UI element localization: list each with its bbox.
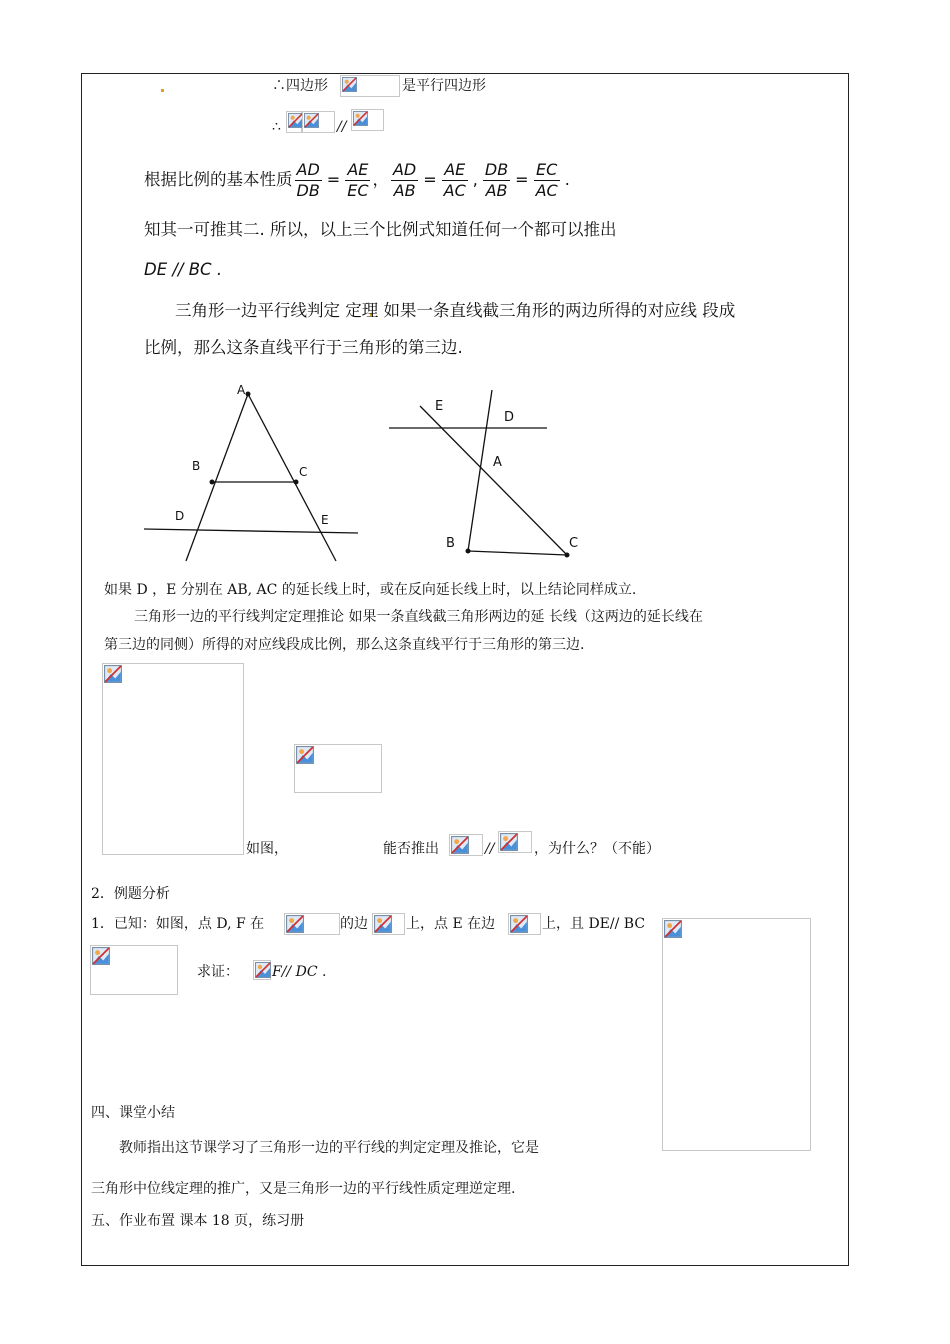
label-C: C [299, 465, 308, 479]
numerator: EC [534, 160, 560, 181]
numerator: AD [392, 159, 417, 179]
denominator: AB [485, 180, 508, 200]
image-placeholder [508, 913, 541, 935]
broken-image-icon [296, 746, 314, 764]
denominator: EC [347, 180, 369, 200]
mark-dot [161, 89, 164, 92]
parallel-symbol: // [485, 841, 495, 857]
broken-image-icon [342, 77, 357, 92]
example-given-b: 的边 [340, 916, 368, 932]
label-E: E [321, 513, 329, 527]
example-heading: 2．例题分析 [91, 886, 170, 902]
label-B: B [446, 536, 455, 551]
image-placeholder [284, 913, 340, 935]
label-A: A [237, 383, 246, 397]
example-given-a: 1．已知：如图，点 D, F 在 [91, 916, 265, 932]
homework-line: 五、作业布置 课本 18 页，练习册 [91, 1213, 305, 1229]
image-placeholder [302, 111, 335, 133]
text-span: ∴四边形 [272, 78, 328, 94]
equals: = [423, 170, 437, 189]
ratio-intro: 根据比例的基本性质 [144, 170, 293, 189]
summary-heading: 四、课堂小结 [91, 1105, 175, 1121]
fraction [483, 160, 510, 201]
image-placeholder [90, 945, 178, 995]
numerator: AD [295, 160, 322, 181]
fraction [391, 160, 418, 201]
denominator: AB [393, 180, 416, 200]
example-given-c: 上，点 E 在边 [406, 916, 496, 932]
broken-image-icon [510, 915, 528, 933]
conclusion-suffix: 是平行四边形 [402, 78, 486, 94]
summary-line-1: 教师指出这节课学习了三角形一边的平行线的判定定理及推论，它是 [119, 1140, 539, 1156]
image-placeholder [372, 913, 405, 935]
image-placeholder [340, 75, 400, 97]
broken-image-icon [286, 915, 304, 933]
broken-image-icon [255, 962, 271, 978]
corollary-line-2: 第三边的同侧）所得的对应线段成比例，那么这条直线平行于三角形的第三边. [104, 637, 585, 653]
therefore-symbol: ∴ [272, 119, 281, 135]
label-C: C [569, 536, 579, 551]
corollary-line-1: 三角形一边的平行线判定定理推论 如果一条直线截三角形两边的延 长线（这两边的延长线在 [134, 609, 703, 625]
broken-image-icon [353, 111, 368, 126]
separator: , [472, 170, 478, 189]
prove-label: 求证： [197, 964, 239, 980]
equals: = [515, 170, 529, 189]
broken-image-icon [92, 947, 110, 965]
broken-image-icon [664, 920, 682, 938]
label-B: B [192, 459, 201, 473]
image-placeholder [286, 111, 302, 133]
image-placeholder [253, 960, 271, 980]
denominator: AC [443, 180, 466, 200]
numerator: AE [345, 160, 370, 181]
image-placeholder [351, 109, 384, 131]
fraction [345, 160, 370, 201]
ratio-property-line [144, 158, 573, 202]
summary-line-2: 三角形中位线定理的推广，又是三角形一边的平行线性质定理逆定理. [91, 1181, 516, 1197]
broken-image-icon [374, 915, 392, 933]
numerator: DB [484, 159, 509, 179]
broken-image-icon [451, 836, 469, 854]
broken-image-icon [104, 665, 122, 683]
parallel-symbol: // [337, 119, 347, 135]
conclusion-line-1 [272, 77, 328, 95]
example-given-d: 上，且 DE// BC [542, 916, 646, 932]
triangle-figure-2 [385, 386, 590, 566]
question-ask: 能否推出 [383, 841, 439, 857]
label-E: E [435, 399, 444, 414]
image-placeholder [294, 744, 382, 793]
denominator: DB [296, 180, 320, 200]
label-D: D [175, 509, 185, 523]
theorem-line-2: 比例，那么这条直线平行于三角形的第三边. [144, 338, 463, 357]
broken-image-icon [304, 113, 319, 128]
image-placeholder [449, 834, 483, 856]
image-placeholder [662, 918, 811, 1151]
fraction [534, 160, 560, 201]
broken-image-icon [288, 113, 303, 128]
fraction [295, 160, 322, 201]
prove-statement: F// DC . [272, 964, 327, 980]
equals: = [326, 170, 341, 189]
extension-note: 如果 D ，E 分别在 AB, AC 的延长线上时，或在反向延长线上时，以上结论同样成立. [104, 582, 637, 598]
ratio-explanation: 知其一可推其二. 所以，以上三个比例式知道任何一个都可以推出 [144, 220, 617, 239]
comma: ， [372, 170, 389, 189]
numerator: AE [442, 160, 468, 181]
label-A: A [493, 455, 502, 470]
ratio-conclusion: DE // BC . [144, 260, 223, 279]
denominator: AC [535, 180, 558, 200]
image-placeholder [102, 663, 244, 855]
period: . [564, 170, 570, 189]
theorem-line-1: 三角形一边平行线判定 定理 如果一条直线截三角形的两边所得的对应线 段成 [175, 301, 736, 320]
question-label: 如图， [246, 841, 288, 857]
triangle-figure-1 [140, 378, 365, 568]
fraction [442, 160, 468, 201]
question-tail: ，为什么？（不能） [534, 841, 660, 857]
broken-image-icon [500, 833, 518, 851]
image-placeholder [498, 831, 532, 853]
label-D: D [504, 410, 515, 425]
